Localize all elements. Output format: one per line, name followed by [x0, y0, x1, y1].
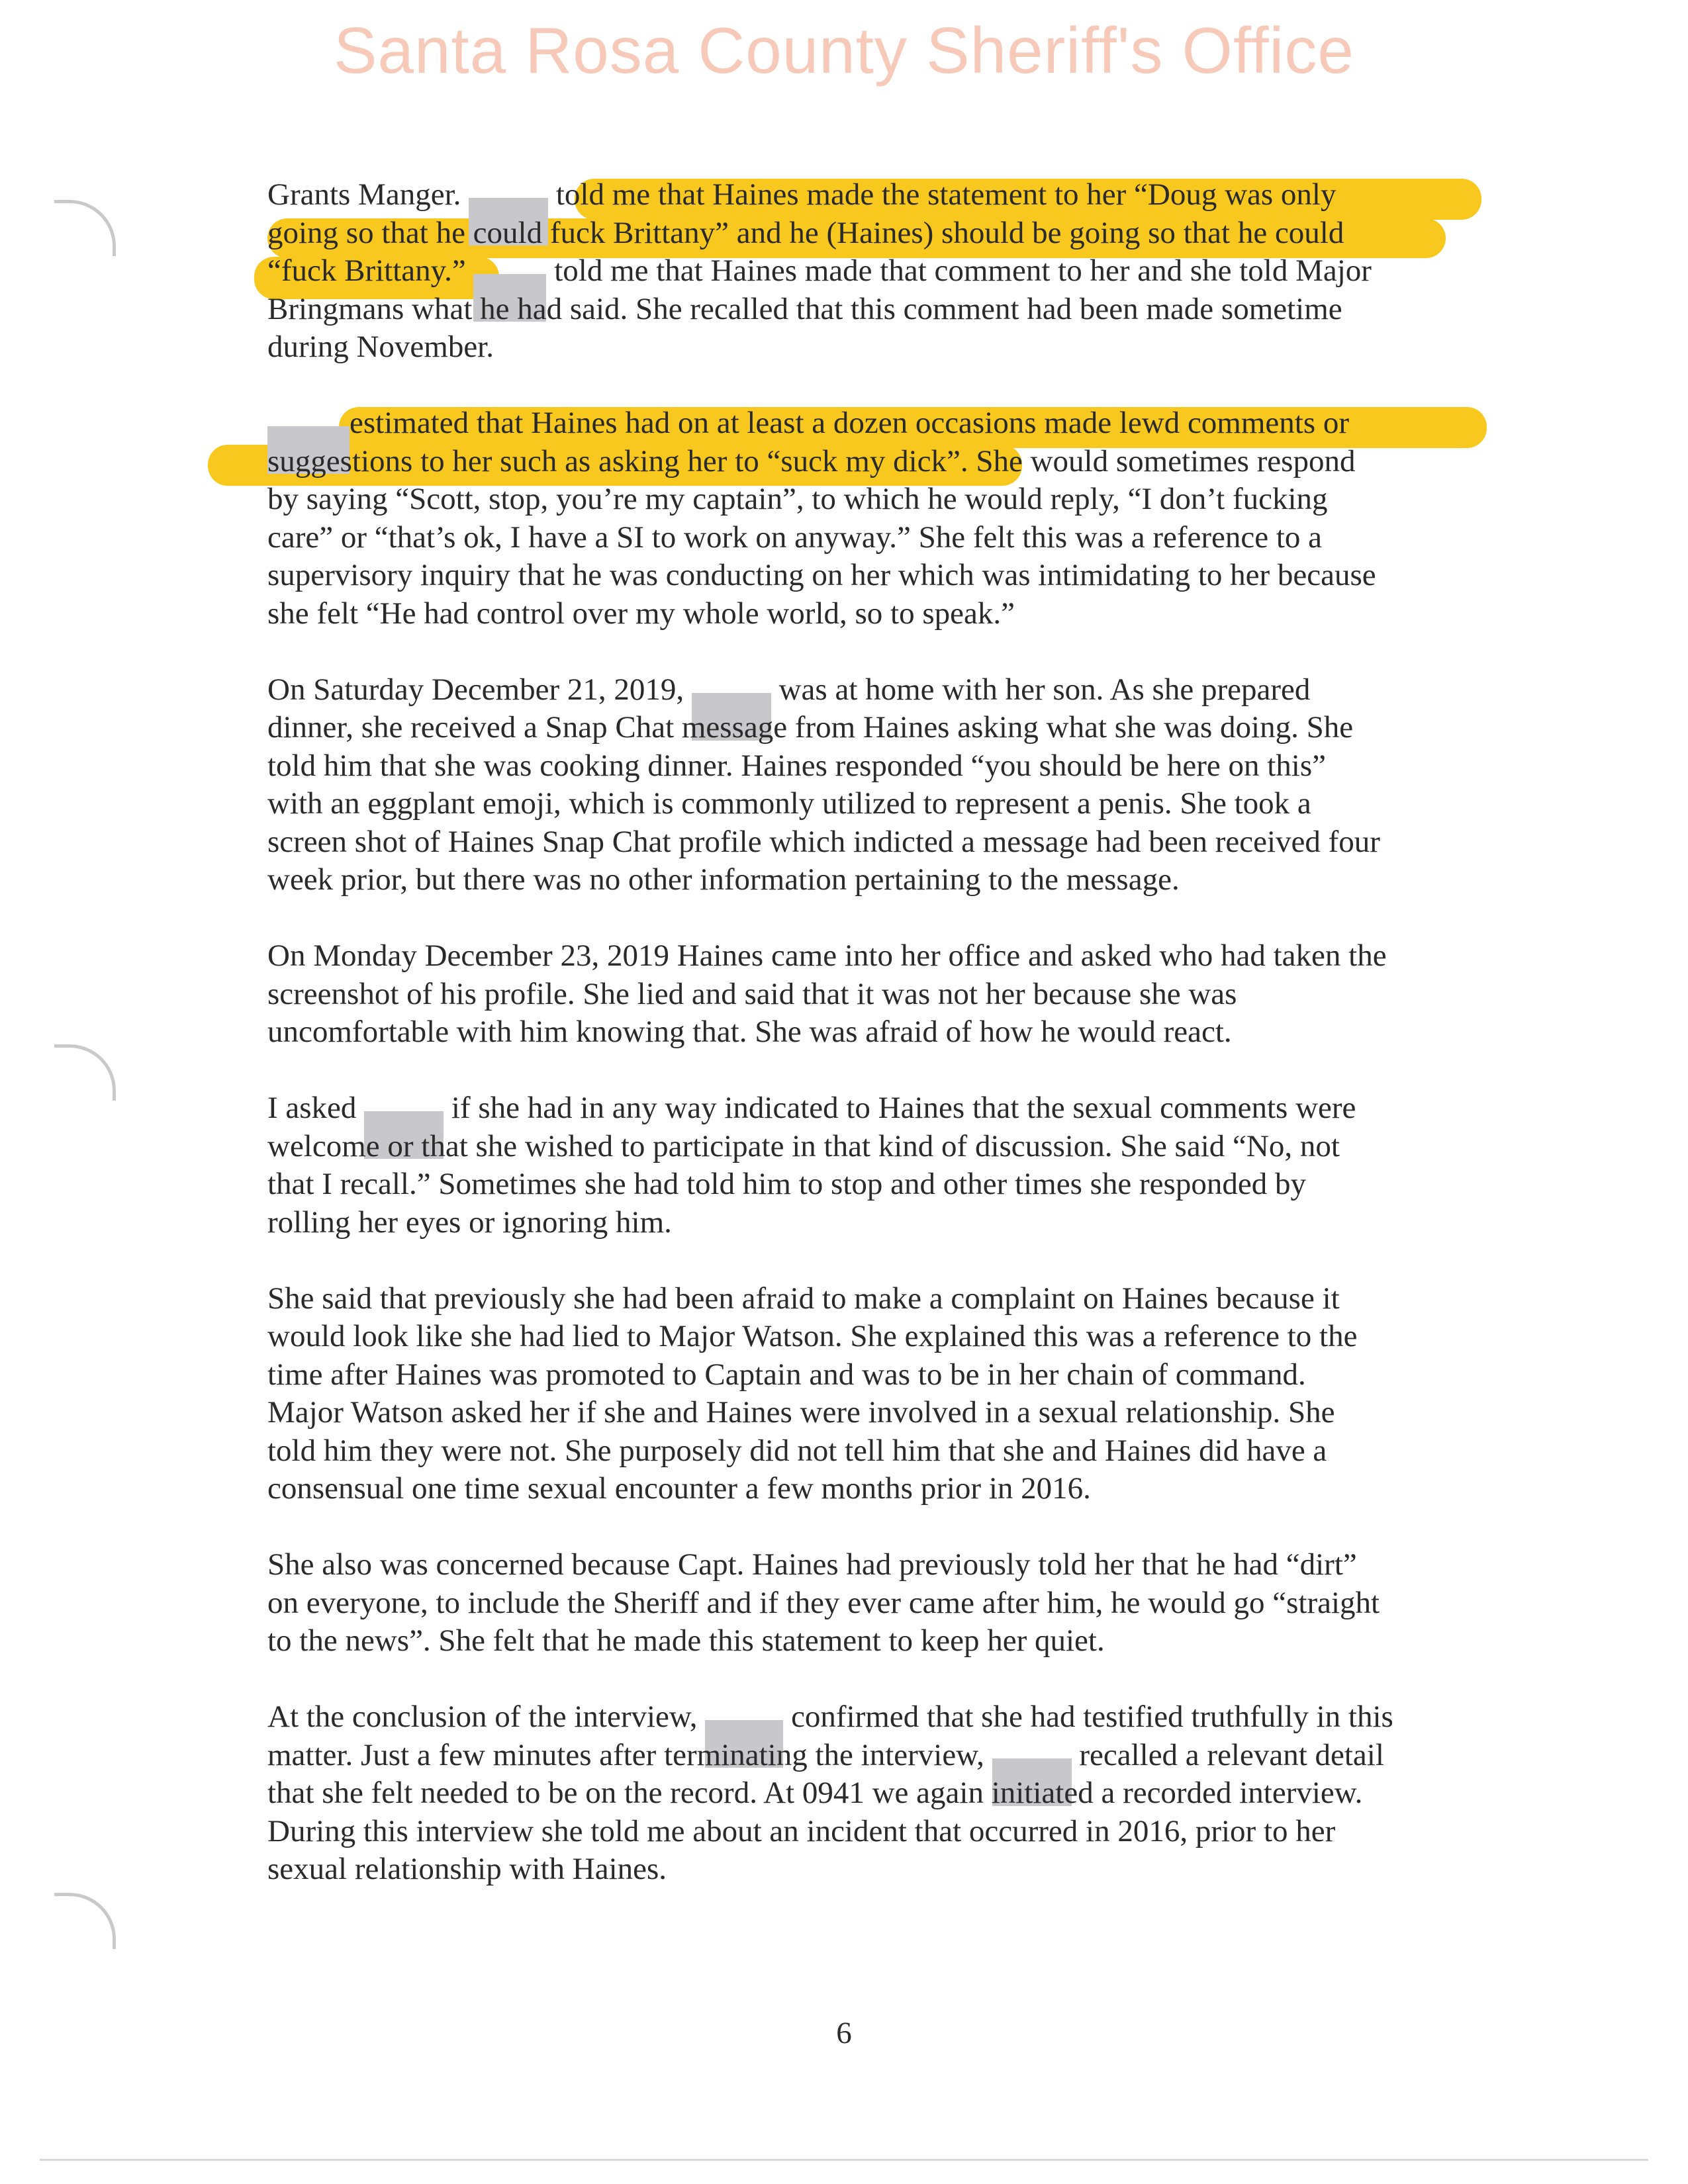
- text-line: [267, 519, 1472, 557]
- text-line: [267, 823, 1472, 862]
- text-segment: care” or “that’s ok, I have a SI to work on anyway.” She felt this was a reference to a: [267, 520, 1322, 555]
- text-segment: supervisory inquiry that he was conducting on her which was intimidating to her because: [267, 558, 1376, 592]
- text-line: [267, 1850, 1472, 1889]
- text-line: [267, 1737, 1472, 1775]
- text-segment: On Saturday December 21, 2019,: [267, 672, 692, 707]
- text-segment: estimated that Haines had on at least a dozen occasions made lewd comments or: [350, 406, 1350, 440]
- text-line: [267, 1204, 1472, 1242]
- text-line: [267, 1546, 1472, 1584]
- text-line: [267, 785, 1472, 823]
- text-segment: during November.: [267, 330, 494, 364]
- text-segment: uncomfortable with him knowing that. She was afraid of how he would react.: [267, 1015, 1232, 1049]
- text-line: [267, 1318, 1472, 1356]
- text-segment: recalled a relevant detail: [1071, 1737, 1384, 1772]
- text-segment: welcome or that she wished to participate in that kind of discussion. She said “No, not: [267, 1128, 1340, 1163]
- text-line: [267, 557, 1472, 595]
- text-segment: she felt “He had control over my whole world, so to speak.”: [267, 596, 1015, 631]
- text-segment: Major Watson asked her if she and Haines were involved in a sexual relationship. She: [267, 1395, 1335, 1430]
- paragraph: [267, 1280, 1472, 1508]
- text-segment: dinner, she received a Snap Chat message from Haines asking what she was doing. She: [267, 710, 1354, 745]
- text-segment: She also was concerned because Capt. Haines had previously told her that he had “dirt”: [267, 1547, 1357, 1582]
- punch-hole-mark: [54, 1044, 116, 1101]
- text-line: [267, 1470, 1472, 1508]
- text-line: [267, 1165, 1472, 1204]
- paragraph: [267, 1698, 1472, 1889]
- text-line: [267, 671, 1472, 709]
- text-segment: time after Haines was promoted to Captain and was to be in her chain of command.: [267, 1357, 1306, 1392]
- text-line: [267, 443, 1472, 481]
- text-segment: with an eggplant emoji, which is commonly utilized to represent a penis. She took a: [267, 786, 1311, 821]
- text-line: [267, 709, 1472, 747]
- text-segment: going so that he could fuck Brittany” and he (Haines) should be going so that he could: [267, 215, 1344, 250]
- text-segment: Grants Manger.: [267, 177, 469, 212]
- text-line: [267, 1584, 1472, 1623]
- paragraph: [267, 176, 1472, 367]
- text-segment: if she had in any way indicated to Haines that the sexual comments were: [444, 1091, 1356, 1125]
- text-segment: told me that Haines made the statement to her “Doug was only: [548, 177, 1336, 212]
- text-segment: by saying “Scott, stop, you’re my captain”, to which he would reply, “I don’t fucking: [267, 482, 1328, 516]
- text-segment: week prior, but there was no other information pertaining to the message.: [267, 862, 1180, 897]
- text-segment: suggestions to her such as asking her to “suck my dick”. She would sometimes respond: [267, 443, 1356, 478]
- text-segment: On Monday December 23, 2019 Haines came into her office and asked who had taken the: [267, 938, 1387, 973]
- punch-hole-mark: [54, 1893, 116, 1949]
- text-line: [267, 252, 1472, 291]
- page-number: 6: [836, 2016, 852, 2050]
- text-segment: on everyone, to include the Sheriff and if they ever came after him, he would go “straight: [267, 1585, 1380, 1620]
- paragraph: [267, 937, 1472, 1052]
- text-segment: “fuck Brittany.”: [267, 253, 474, 288]
- text-segment: rolling her eyes or ignoring him.: [267, 1205, 672, 1240]
- text-segment: would look like she had lied to Major Watson. She explained this was a reference to the: [267, 1319, 1358, 1353]
- text-segment: told him that she was cooking dinner. Haines responded “you should be here on this”: [267, 748, 1326, 783]
- text-line: [267, 404, 1472, 443]
- text-line: [267, 480, 1472, 519]
- text-segment: During this interview she told me about an incident that occurred in 2016, prior to her: [267, 1813, 1336, 1848]
- text-segment: I asked: [267, 1091, 365, 1125]
- text-segment: told him they were not. She purposely did not tell him that she and Haines did have a: [267, 1433, 1327, 1468]
- text-line: [267, 1280, 1472, 1318]
- document-body: [267, 176, 1472, 1927]
- text-line: [267, 747, 1472, 786]
- page-bottom-edge: [40, 2159, 1648, 2161]
- text-segment: told me that Haines made that comment to her and she told Major: [546, 253, 1372, 288]
- text-segment: that I recall.” Sometimes she had told him to stop and other times she responded by: [267, 1167, 1306, 1201]
- watermark-header: Santa Rosa County Sheriff's Office: [334, 14, 1354, 87]
- text-line: [267, 861, 1472, 899]
- text-line: [267, 1698, 1472, 1737]
- text-line: [267, 976, 1472, 1014]
- text-segment: that she felt needed to be on the record. At 0941 we again initiated a recorded interview.: [267, 1776, 1363, 1810]
- paragraph: [267, 1089, 1472, 1242]
- text-line: [267, 1622, 1472, 1661]
- paragraph: [267, 404, 1472, 633]
- text-line: [267, 595, 1472, 633]
- text-segment: was at home with her son. As she prepared: [771, 672, 1311, 707]
- text-segment: sexual relationship with Haines.: [267, 1852, 667, 1886]
- paragraph: [267, 671, 1472, 899]
- text-segment: screenshot of his profile. She lied and said that it was not her because she was: [267, 976, 1237, 1011]
- text-segment: She said that previously she had been afraid to make a complaint on Haines because it: [267, 1281, 1340, 1316]
- text-segment: At the conclusion of the interview,: [267, 1700, 706, 1734]
- text-line: [267, 1774, 1472, 1813]
- text-segment: Bringmans what he had said. She recalled that this comment had been made sometime: [267, 291, 1342, 326]
- text-line: [267, 1128, 1472, 1166]
- text-segment: to the news”. She felt that he made this statement to keep her quiet.: [267, 1623, 1105, 1658]
- text-line: [267, 1089, 1472, 1128]
- text-segment: matter. Just a few minutes after terminating the interview,: [267, 1737, 992, 1772]
- paragraph: [267, 1546, 1472, 1661]
- text-line: [267, 1432, 1472, 1471]
- punch-hole-mark: [54, 200, 116, 256]
- text-line: [267, 1394, 1472, 1432]
- text-line: [267, 937, 1472, 976]
- text-line: [267, 1013, 1472, 1052]
- text-segment: screen shot of Haines Snap Chat profile which indicted a message had been received four: [267, 824, 1380, 859]
- text-line: [267, 176, 1472, 214]
- text-segment: confirmed that she had testified truthfully in this: [783, 1700, 1393, 1734]
- text-line: [267, 1356, 1472, 1394]
- text-segment: consensual one time sexual encounter a few months prior in 2016.: [267, 1471, 1091, 1506]
- text-line: [267, 214, 1472, 253]
- text-line: [267, 291, 1472, 329]
- text-line: [267, 328, 1472, 367]
- text-line: [267, 1813, 1472, 1851]
